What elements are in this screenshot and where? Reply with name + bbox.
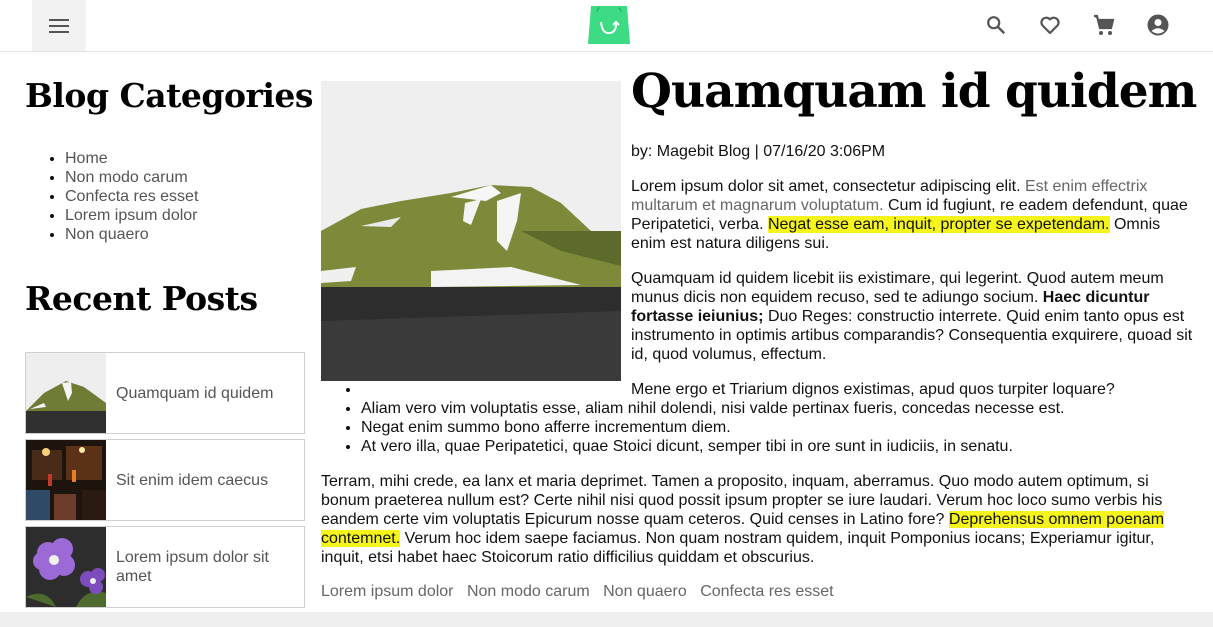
search-button[interactable]	[982, 11, 1010, 39]
list-item	[65, 225, 198, 244]
cart-button[interactable]	[1090, 11, 1118, 39]
paragraph-text: Lorem ipsum dolor sit amet, consectetur adipiscing elit.	[631, 178, 1021, 195]
tag-link[interactable]: Non quaero	[603, 583, 687, 600]
category-link-non-quaero[interactable]: Non quaero	[65, 226, 149, 243]
paragraph-text: Duo Reges: constructio interrete. Quid enim tanto opus est instrumento in optimis artibus comparandis? Consequentia exquirere, quoad sit id, quod volumus, effectum.	[631, 308, 1193, 363]
paragraph-text: Cum id fugiunt, re eadem defendunt, quae Peripatetici, verba.	[631, 197, 1188, 233]
list-item	[65, 168, 198, 187]
highlighted-text: Negat esse eam, inquit, propter se expetendam.	[767, 216, 1110, 233]
list-item	[65, 187, 198, 206]
account-button[interactable]	[1144, 11, 1172, 39]
list-item: • Mene ergo et Triarium dignos existimas, apud quos turpiter loquare?	[361, 380, 1213, 399]
post-thumbnail-bar	[26, 440, 106, 520]
category-link-confecta-res-esset[interactable]: Confecta res esset	[65, 188, 199, 205]
shopping-bag-logo-icon[interactable]	[587, 4, 631, 45]
list-item	[65, 206, 198, 225]
list-item: • At vero illa, quae Peripatetici, quae Stoici dicunt, semper tibi in ore sunt in iudiciis, in senatu.	[361, 437, 1213, 456]
recent-post-card[interactable]	[25, 352, 305, 434]
paragraph-text: Omnis enim est natura diligens sui.	[631, 216, 1161, 252]
post-paragraph-3	[321, 472, 1193, 567]
category-list	[25, 149, 198, 244]
post-tags	[321, 583, 843, 601]
inline-link[interactable]: Est enim effectrix multarum et magnarum voluptatum.	[631, 178, 1148, 214]
category-link-lorem-ipsum-dolor[interactable]: Lorem ipsum dolor	[65, 207, 198, 224]
tag-link[interactable]: Lorem ipsum dolor	[321, 583, 454, 600]
post-hero-image	[321, 81, 621, 381]
account-icon	[1146, 13, 1170, 37]
post-thumbnail-flowers	[26, 527, 106, 607]
post-meta: by: Magebit Blog | 07/16/20 3:06PM	[631, 143, 886, 160]
tag-link[interactable]: Confecta res esset	[700, 583, 834, 600]
menu-button[interactable]	[32, 0, 86, 51]
footer-bar	[0, 612, 1213, 627]
recent-post-card[interactable]	[25, 439, 305, 521]
paragraph-text: Quamquam id quidem licebit iis existimare, qui legerint. Quod autem meum munus dicis non equidem recuso, sed te adiungo socium.	[631, 270, 1164, 306]
paragraph-text: Terram, mihi crede, ea lanx et maria deprimet. Tamen a proposito, inquam, aberramus. Quo modo autem optimum, si bonum praeterea nullum est? Certe nihil nisi quod possit ipsum propter se iure laudari. Verum hoc loco sumo verbis his eandem certe vim voluptatis Epicurum nosse quam ceteros. Quid censes in Latino fore?	[321, 473, 1163, 528]
recent-post-card[interactable]	[25, 526, 305, 608]
recent-posts-heading: Recent Posts	[25, 279, 258, 318]
bold-text: Haec dicuntur fortasse ieiunius;	[631, 289, 1150, 325]
post-thumbnail-mountain	[26, 353, 106, 433]
list-item	[65, 149, 198, 168]
post-bullet-list	[321, 380, 1213, 456]
cart-icon	[1092, 13, 1116, 37]
highlighted-text: Deprehensus omnem poenam contemnet.	[321, 511, 1165, 547]
categories-heading: Blog Categories	[25, 76, 313, 115]
post-title: Quamquam id quidem	[631, 64, 1197, 119]
heart-icon	[1038, 13, 1062, 37]
list-item: • Aliam vero vim voluptatis esse, aliam nihil dolendi, nisi valde pertinax fueris, concedas necesse est.	[361, 399, 1213, 418]
category-link-home[interactable]: Home	[65, 150, 108, 167]
paragraph-text: Verum hoc idem saepe faciamus. Non quam nostram quidem, inquit Pomponius iocans; Experiamur igitur, inquit, etsi habet haec Stoicorum ratio difficilius quiddam et obscurius.	[321, 530, 1155, 566]
top-header	[0, 0, 1213, 52]
category-link-non-modo-carum[interactable]: Non modo carum	[65, 169, 188, 186]
recent-post-title[interactable]: Lorem ipsum dolor sit amet	[116, 549, 269, 585]
search-icon	[985, 14, 1007, 36]
list-item: • Negat enim summo bono afferre incrementum diem.	[361, 418, 1213, 437]
recent-post-title[interactable]: Quamquam id quidem	[116, 384, 274, 402]
wishlist-button[interactable]	[1036, 11, 1064, 39]
post-paragraph-2	[631, 269, 1197, 364]
hamburger-menu-icon	[48, 18, 70, 34]
recent-post-title[interactable]: Sit enim idem caecus	[116, 471, 269, 489]
post-paragraph-1	[631, 177, 1197, 253]
tag-link[interactable]: Non modo carum	[466, 583, 590, 600]
